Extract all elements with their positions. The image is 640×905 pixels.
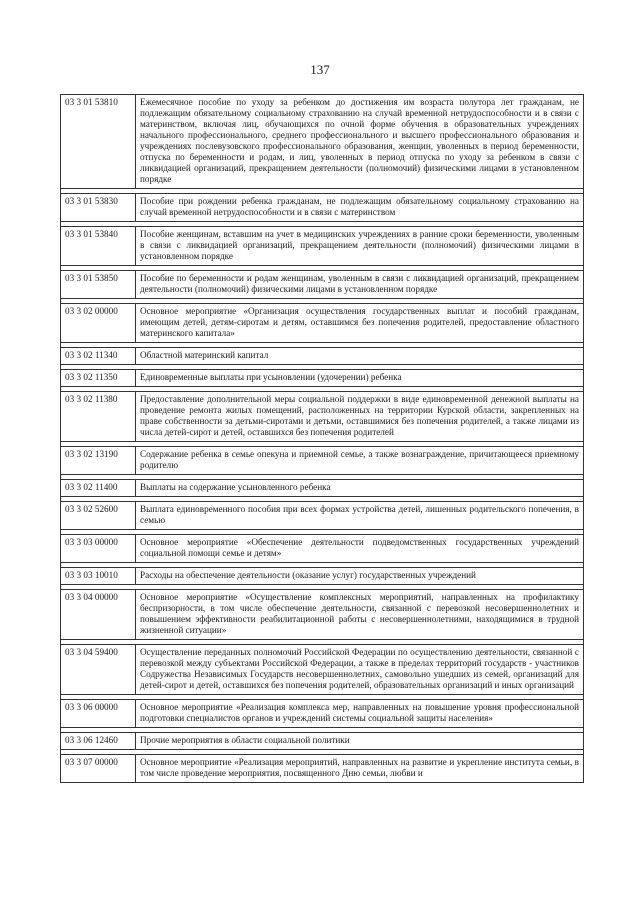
expense-description: Основное мероприятие «Осуществление комплексных мероприятий, направленных на профилактику беспризорности, в том числе обеспечение деятельности, связанной с перевозкой несовершеннолетних и повышением эффективности реабилитационной работы с несовершеннолетними, находящимися в трудной жизненной ситуации» [136,590,584,640]
expense-description: Выплаты на содержание усыновленного ребенка [136,480,584,497]
expense-description: Ежемесячное пособие по уходу за ребенком до достижения им возраста полутора лет гражданам, не подлежащим обязательному социальному страхованию на случай временной нетрудоспособности и в связи с материнством, включая лиц, обучающихся по очной форме обучения в образовательных учреждениях начального профессионального, среднего профессионального и высшего профессионального образования и учреждениях послевузовского профессионального образования, женщин, уволенных в период беременности, отпуска по беременности и родам, и лиц, уволенных в период отпуска по уходу за ребенком в связи с ликвидацией организаций, прекращением деятельности (полномочий) физическими лицами в установленном порядке [136,95,584,189]
expense-description: Выплата единовременного пособия при всех формах устройства детей, лишенных родительского попечения, в семью [136,502,584,530]
classification-code: 03 3 03 00000 [61,535,136,563]
table-row [61,304,584,343]
expense-description: Осуществление переданных полномочий Российской Федерации по осуществлению деятельности, связанной с перевозкой между субъектами Российской Федерации, а также в пределах территорий государств - участников Содружества Независимых Государств несовершеннолетних, самовольно ушедших из семей, организаций для детей-сирот и детей, оставшихся без попечения родителей, образовательных организаций и иных организаций [136,645,584,695]
classification-code: 03 3 02 11340 [61,348,136,365]
table-row [61,590,584,640]
expense-description: Предоставление дополнительной меры социальной поддержки в виде единовременной денежной выплаты на проведение ремонта жилых помещений, расположенных на территории Курской области, закрепленных на праве собственности за детьми-сиротами и детьми, оставшимися без попечения родителей, а также лицами из числа детей-сирот и детей, оставшихся без попечения родителей [136,392,584,442]
expense-description: Основное мероприятие «Реализация мероприятий, направленных на развитие и укрепление института семьи, в том числе проведение мероприятия, посвященного Дню семьи, любви и [136,755,584,783]
expense-description: Областной материнский капитал [136,348,584,365]
table-row [61,370,584,387]
budget-classification-table [60,94,584,783]
table-row [61,700,584,728]
table-row [61,392,584,442]
table-row [61,271,584,299]
expense-description: Основное мероприятие «Обеспечение деятельности подведомственных государственных учреждений социальной помощи семье и детям» [136,535,584,563]
table-row [61,755,584,783]
classification-code: 03 3 02 52600 [61,502,136,530]
classification-code: 03 3 04 00000 [61,590,136,640]
table-row [61,95,584,189]
classification-code: 03 3 02 13190 [61,447,136,475]
classification-code: 03 3 07 00000 [61,755,136,783]
table-row [61,733,584,750]
classification-code: 03 3 02 11400 [61,480,136,497]
table-row [61,568,584,585]
table-row [61,194,584,222]
expense-description: Основное мероприятие «Реализация комплекса мер, направленных на повышение уровня профессиональной подготовки специалистов органов и учреждений системы социальной защиты населения» [136,700,584,728]
table-row [61,535,584,563]
table-row [61,348,584,365]
expense-description: Прочие мероприятия в области социальной политики [136,733,584,750]
expense-description: Единовременные выплаты при усыновлении (удочерении) ребенка [136,370,584,387]
expense-description: Содержание ребенка в семье опекуна и приемной семье, а также вознаграждение, причитающееся приемному родителю [136,447,584,475]
classification-code: 03 3 04 59400 [61,645,136,695]
expense-description: Пособие при рождении ребенка гражданам, не подлежащим обязательному социальному страхованию на случай временной нетрудоспособности и в связи с материнством [136,194,584,222]
classification-code: 03 3 03 10010 [61,568,136,585]
page-number: 137 [310,62,330,77]
classification-code: 03 3 01 53830 [61,194,136,222]
expense-description: Пособие женщинам, вставшим на учет в медицинских учреждениях в ранние сроки беременности, уволенным в связи с ликвидацией организаций, прекращением деятельности (полномочий) физическими лицами в установленном порядке [136,227,584,266]
classification-code: 03 3 02 11350 [61,370,136,387]
expense-description: Основное мероприятие «Организация осуществления государственных выплат и пособий гражданам, имеющим детей, детям-сиротам и детям, оставшимся без попечения родителей, предоставление областного материнского капитала» [136,304,584,343]
expense-description: Расходы на обеспечение деятельности (оказание услуг) государственных учреждений [136,568,584,585]
table-body [61,95,584,783]
classification-code: 03 3 02 11380 [61,392,136,442]
table-row [61,447,584,475]
table-row [61,502,584,530]
classification-code: 03 3 01 53810 [61,95,136,189]
classification-code: 03 3 06 00000 [61,700,136,728]
table-row [61,227,584,266]
classification-code: 03 3 02 00000 [61,304,136,343]
expense-description: Пособие по беременности и родам женщинам, уволенным в связи с ликвидацией организаций, прекращением деятельности (полномочий) физическими лицами в установленном порядке [136,271,584,299]
classification-code: 03 3 01 53840 [61,227,136,266]
classification-code: 03 3 06 12460 [61,733,136,750]
table-row [61,645,584,695]
classification-code: 03 3 01 53850 [61,271,136,299]
table-row [61,480,584,497]
